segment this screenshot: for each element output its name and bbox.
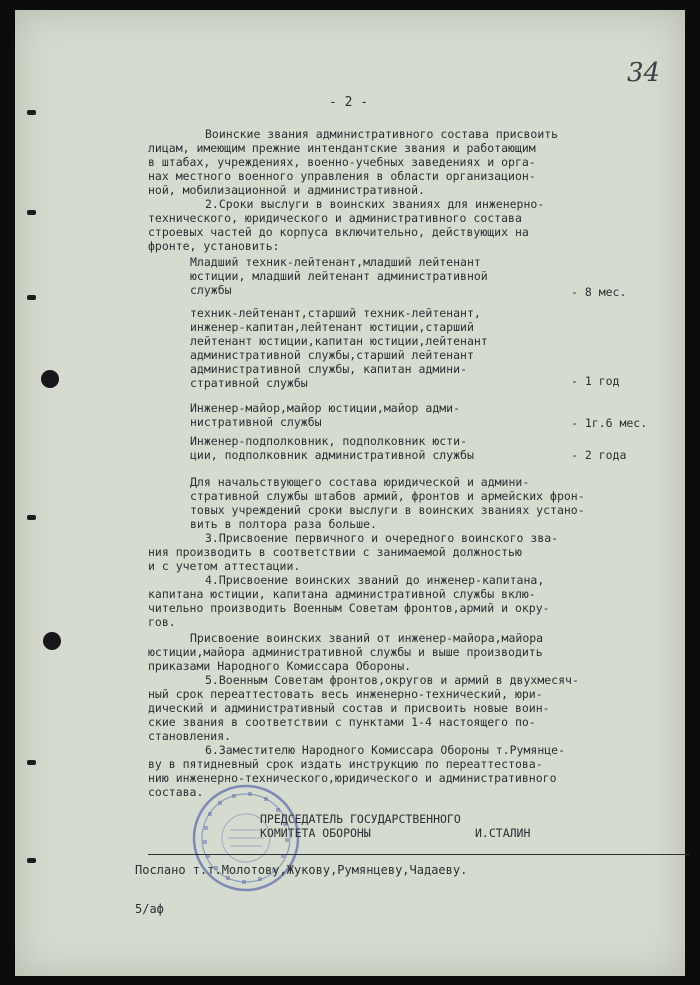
term-duration: - 1г.6 мес.	[571, 416, 648, 430]
body-line: ной, мобилизационной и административной.	[148, 183, 425, 197]
term-line: инженер-капитан,лейтенант юстиции,старший	[190, 320, 474, 334]
body-line: технического, юридического и административного состава	[148, 211, 522, 225]
term-line: административной службы,старший лейтенант	[190, 348, 474, 362]
term-line: Младший техник-лейтенант,младший лейтенант	[190, 255, 481, 269]
binding-mark	[27, 210, 36, 215]
signature-name: И.СТАЛИН	[475, 826, 531, 840]
term-duration: - 2 года	[571, 448, 627, 462]
term-line: Инженер-подполковник, подполковник юсти-	[190, 434, 467, 448]
signature-title-line-1: ПРЕДСЕДАТЕЛЬ ГОСУДАРСТВЕННОГО	[260, 812, 461, 826]
body-line: 4.Присвоение воинских званий до инженер-капитана,	[205, 573, 545, 587]
term-line: Инженер-майор,майор юстиции,майор адми-	[190, 401, 461, 415]
body-line: ские звания в соответствии с пунктами 1-4 настоящего по-	[148, 715, 536, 729]
body-line: и с учетом аттестации.	[148, 559, 301, 573]
body-line: лицам, имеющим прежние интендантские звания и работающим	[148, 141, 536, 155]
reference-code: 5/аф	[135, 902, 164, 916]
binder-hole	[43, 632, 61, 650]
body-line: нах местного военного управления в области организацион-	[148, 169, 536, 183]
body-line: становления.	[148, 729, 232, 743]
body-line: 6.Заместителю Народного Комиссара Обороны т.Румянце-	[205, 743, 566, 757]
term-duration: - 8 мес.	[571, 285, 627, 299]
term-line: службы	[190, 283, 232, 297]
divider-line	[148, 854, 690, 855]
body-line: фронте, установить:	[148, 239, 280, 253]
binding-mark	[27, 760, 36, 765]
body-line: 2.Сроки выслуги в воинских званиях для инженерно-	[205, 197, 545, 211]
body-line: состава.	[148, 785, 204, 799]
term-duration: - 1 год	[571, 374, 620, 388]
body-line: 3.Присвоение первичного и очередного воинского зва-	[205, 531, 559, 545]
binding-mark	[27, 515, 36, 520]
body-line: вить в полтора раза больше.	[190, 517, 377, 531]
body-line: капитана юстиции, капитана административной службы вклю-	[148, 587, 536, 601]
term-line: административной службы, капитан админи-	[190, 362, 467, 376]
body-line: нию инженерно-технического,юридического и административного	[148, 771, 557, 785]
binder-hole	[41, 370, 59, 388]
binding-mark	[27, 110, 36, 115]
body-line: 5.Военным Советам фронтов,округов и армий в двухмесяч-	[205, 673, 579, 687]
term-line: стративной службы	[190, 376, 308, 390]
body-line: ния производить в соответствии с занимаемой должностью	[148, 545, 522, 559]
binding-mark	[27, 295, 36, 300]
term-line: техник-лейтенант,старший техник-лейтенант,	[190, 306, 481, 320]
body-line: строевых частей до корпуса включительно, действующих на	[148, 225, 529, 239]
body-line: ву в пятидневный срок издать инструкцию по переаттестова-	[148, 757, 543, 771]
body-line: дический и административный состав и присвоить новые воин-	[148, 701, 550, 715]
body-line: в штабах, учреждениях, военно-учебных заведениях и орга-	[148, 155, 536, 169]
body-line: ный срок переаттестовать весь инженерно-технический, юри-	[148, 687, 543, 701]
body-line: приказами Народного Комиссара Обороны.	[148, 659, 412, 673]
body-line: стративной службы штабов армий, фронтов и армейских фрон-	[190, 489, 585, 503]
signature-title-line-2: КОМИТЕТА ОБОРОНЫ	[260, 826, 371, 840]
term-line: нистративной службы	[190, 415, 322, 429]
archive-page-number: 34	[627, 58, 661, 88]
term-line: юстиции, младший лейтенант административной	[190, 269, 488, 283]
body-line: Для начальствующего состава юридической и админи-	[190, 475, 530, 489]
body-line: Воинские звания административного состава присвоить	[205, 127, 559, 141]
term-line: лейтенант юстиции,капитан юстиции,лейтенант	[190, 334, 488, 348]
document-page	[15, 10, 685, 976]
page-number: - 2 -	[329, 95, 369, 110]
body-line: Присвоение воинских званий от инженер-майора,майора	[190, 631, 544, 645]
body-line: юстиции,майора административной службы и выше производить	[148, 645, 543, 659]
distribution-list: Послано т.т.Молотову,Жукову,Румянцеву,Чадаеву.	[135, 863, 468, 877]
binding-mark	[27, 858, 36, 863]
body-line: чительно производить Военным Советам фронтов,армий и окру-	[148, 601, 550, 615]
term-line: ции, подполковник административной службы	[190, 448, 474, 462]
body-line: товых учреждений сроки выслуги в воинских званиях устано-	[190, 503, 585, 517]
body-line: гов.	[148, 615, 176, 629]
